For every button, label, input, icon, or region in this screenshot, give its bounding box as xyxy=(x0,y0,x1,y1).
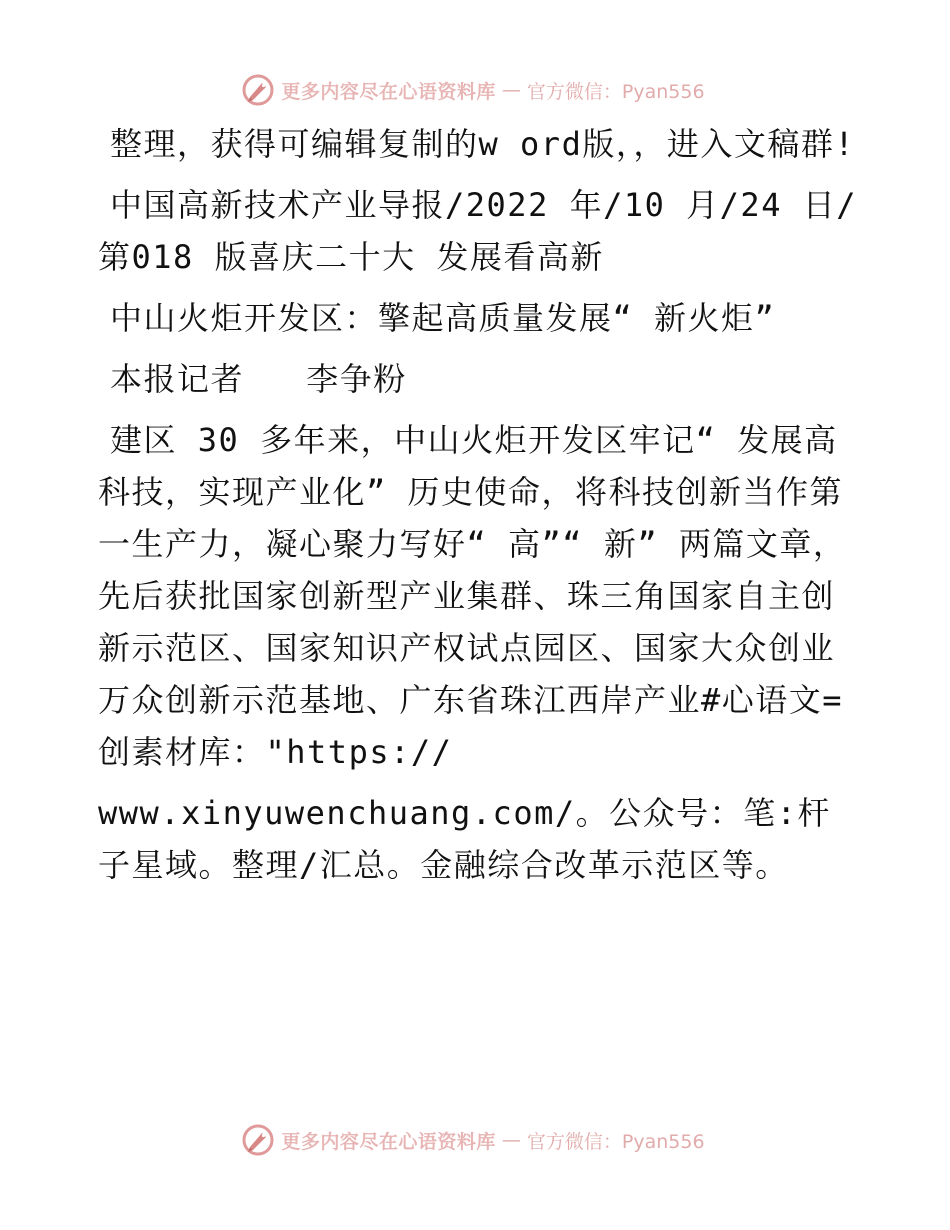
footer-watermark-banner xyxy=(0,1120,950,1160)
banner-separator: — xyxy=(501,1129,521,1151)
article-title: 中山火炬开发区：擎起高质量发展“ 新火炬” xyxy=(110,299,776,337)
document-body xyxy=(98,118,858,900)
paragraph-intro: 整理，获得可编辑复制的w ord版，，进入文稿群! xyxy=(110,125,856,163)
banner-main-text: 更多内容尽在心语资料库 xyxy=(281,1130,496,1153)
banner-separator: — xyxy=(501,79,521,101)
article-byline: 本报记者 李争粉 xyxy=(110,360,407,398)
header-watermark-inner xyxy=(241,73,704,107)
paragraph-body-continued: www.xinyuwenchuang.com/。公众号：笔:杆子星域。整理/汇总。金融综合改革示范区等。 xyxy=(98,794,831,884)
banner-contact-text: 官方微信：Pyan556 xyxy=(526,80,705,103)
header-watermark-banner xyxy=(0,70,950,110)
banner-main-text: 更多内容尽在心语资料库 xyxy=(281,80,496,103)
footer-watermark-inner xyxy=(241,1123,704,1157)
banner-contact-text: 官方微信：Pyan556 xyxy=(526,1130,705,1153)
pen-nib-icon xyxy=(241,1123,275,1157)
paragraph-body: 建区 30 多年来，中山火炬开发区牢记“ 发展高科技，实现产业化” 历史使命，将科技创新当作第一生产力，凝心聚力写好“ 高”“ 新” 两篇文章，先后获批国家创新型产业集群、珠三角国家自主创新示范区、国家知识产权试点园区、国家大众创业万众创新示范基地、广东省珠江西岸产业#心语文=创素材库："https:// xyxy=(98,421,847,771)
paragraph-source: 中国高新技术产业导报/2022 年/10 月/24 日/第018 版喜庆二十大 发展看高新 xyxy=(98,186,857,276)
pen-nib-icon xyxy=(241,73,275,107)
